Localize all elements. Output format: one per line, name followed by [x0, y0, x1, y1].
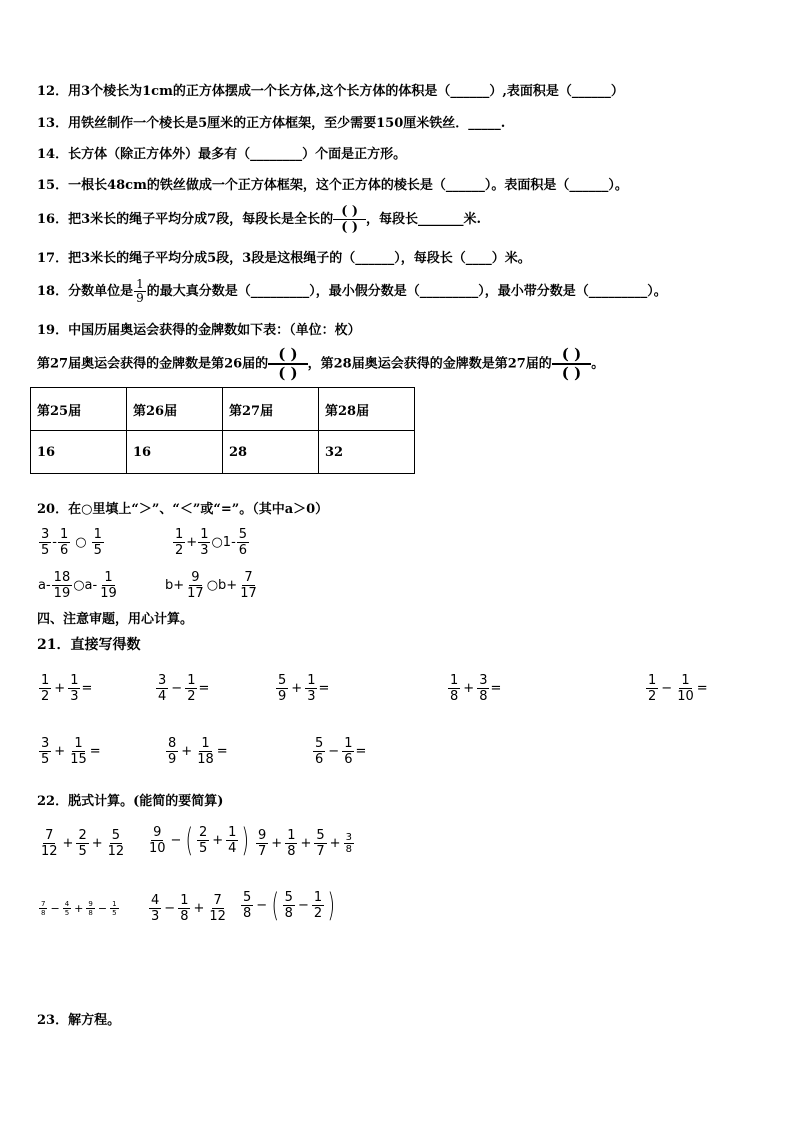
q22-expr-2: 9 10 − ( 2 5 + $\frac{1}{4}$ ): [149, 821, 250, 859]
q18-text-b: 的最大真分数是（_________），最小假分数是（_________），最小带分数是（_________）。: [146, 284, 667, 299]
q19-text-a: 第27届奥运会获得的金牌数是第26届的: [37, 356, 269, 372]
q20-expression-2: 1 2 + $\frac{1}{3}$ ○1- 5 6: [175, 527, 248, 558]
q21-expr-7: 8 9 + $\frac{1}{18}$ =: [168, 736, 228, 767]
table-header-cell: 第28届: [319, 388, 415, 431]
q19-blank-fraction-1: ( ) ( ): [268, 346, 307, 382]
table-cell: 16: [31, 431, 127, 474]
q21-expr-6: 3 5 + $\frac{1}{15}$ =: [41, 736, 101, 767]
q22-expr-1: 7 12 + $\frac{2}{5}$ + $\frac{5}{12}$: [41, 828, 125, 859]
q20-expression-1: 3 5 - 1 6 ○ 1 5: [41, 527, 102, 558]
q18-text-a: 18．分数单位是: [37, 284, 134, 299]
q20-expression-4: b+ $\frac{9}{17}$ ○b+ $\frac{7}{17}$: [165, 570, 257, 601]
table-header-cell: 第27届: [223, 388, 319, 431]
medal-table: [30, 387, 415, 474]
question-17: 17．把3米长的绳子平均分成5段，3段是这根绳子的（______），每段长（____）米。: [37, 251, 531, 266]
question-23-title: 23．解方程。: [37, 1013, 121, 1028]
q21-expr-8: 5 6 − $\frac{1}{6}$ =: [315, 736, 367, 767]
q19-text-c: 。: [591, 356, 605, 372]
question-21-title: 21．直接写得数: [37, 637, 141, 653]
table-header-cell: 第26届: [127, 388, 223, 431]
table-cell: 28: [223, 431, 319, 474]
q21-expr-1: 1 2 + $\frac{1}{3}$ =: [41, 673, 93, 704]
question-22-title: 22．脱式计算。(能简的要简算): [37, 794, 224, 809]
question-14: 14．长方体（除正方体外）最多有（________）个面是正方形。: [37, 147, 407, 162]
q19-blank-fraction-2: ( ) ( ): [552, 346, 591, 382]
question-13: 13．用铁丝制作一个棱长是5厘米的正方体框架，至少需要150厘米铁丝．_____.: [37, 116, 506, 131]
q22-expr-6: 5 8 − ( 5 8 − $\frac{1}{2}$ ): [243, 886, 336, 924]
question-18: [37, 278, 667, 305]
q21-expr-2: 3 4 − $\frac{1}{2}$ =: [158, 673, 210, 704]
table-header-row: [31, 388, 415, 431]
section-4-heading: 四、注意审题，用心计算。: [37, 612, 194, 627]
q21-expr-3: 5 9 + $\frac{1}{3}$ =: [278, 673, 330, 704]
q19-text-b: ，第28届奥运会获得的金牌数是第27届的: [307, 356, 552, 372]
table-row: [31, 431, 415, 474]
q22-expr-3: 9 7 + $\frac{1}{8}$ + $\frac{5}{7}$ + $\frac{3}{8}$: [258, 828, 352, 859]
q22-expr-5: 4 3 − $\frac{1}{8}$ + $\frac{7}{12}$: [151, 893, 226, 924]
q16-text-a: 16．把3米长的绳子平均分成7段，每段长是全长的: [37, 212, 334, 227]
question-19-title: 19．中国历届奥运会获得的金牌数如下表：（单位：枚）: [37, 323, 361, 338]
q21-expr-4: 1 8 + $\frac{3}{8}$ =: [450, 673, 502, 704]
q21-expr-5: 1 2 − $\frac{1}{10}$ =: [648, 673, 708, 704]
q16-blank-fraction: ( ) ( ): [333, 204, 366, 235]
q20-expression-3: a- 18 19 ○a- 1 19: [38, 570, 117, 601]
question-15: 15．一根长48cm的铁丝做成一个正方体框架，这个正方体的棱长是（______）。表面积是（______）。: [37, 178, 628, 193]
table-cell: 16: [127, 431, 223, 474]
table-header-cell: 第25届: [31, 388, 127, 431]
question-12: 12．用3个棱长为1cm的正方体摆成一个长方体,这个长方体的体积是（______）,表面积是（______）: [37, 84, 624, 99]
question-20-title: 20．在○里填上“＞”、“＜”或“=”。（其中a＞0）: [37, 502, 329, 517]
q16-text-b: ，每段长_______米.: [366, 212, 482, 227]
question-19-line: [37, 346, 604, 382]
question-16: [37, 204, 481, 235]
table-cell: 32: [319, 431, 415, 474]
q22-expr-4: 7 8 − $\frac{4}{5}$ + $\frac{9}{8}$ − $\frac{1}{5}$: [41, 900, 117, 917]
fraction-1-9: $\frac{1}{9}$: [136, 277, 144, 305]
